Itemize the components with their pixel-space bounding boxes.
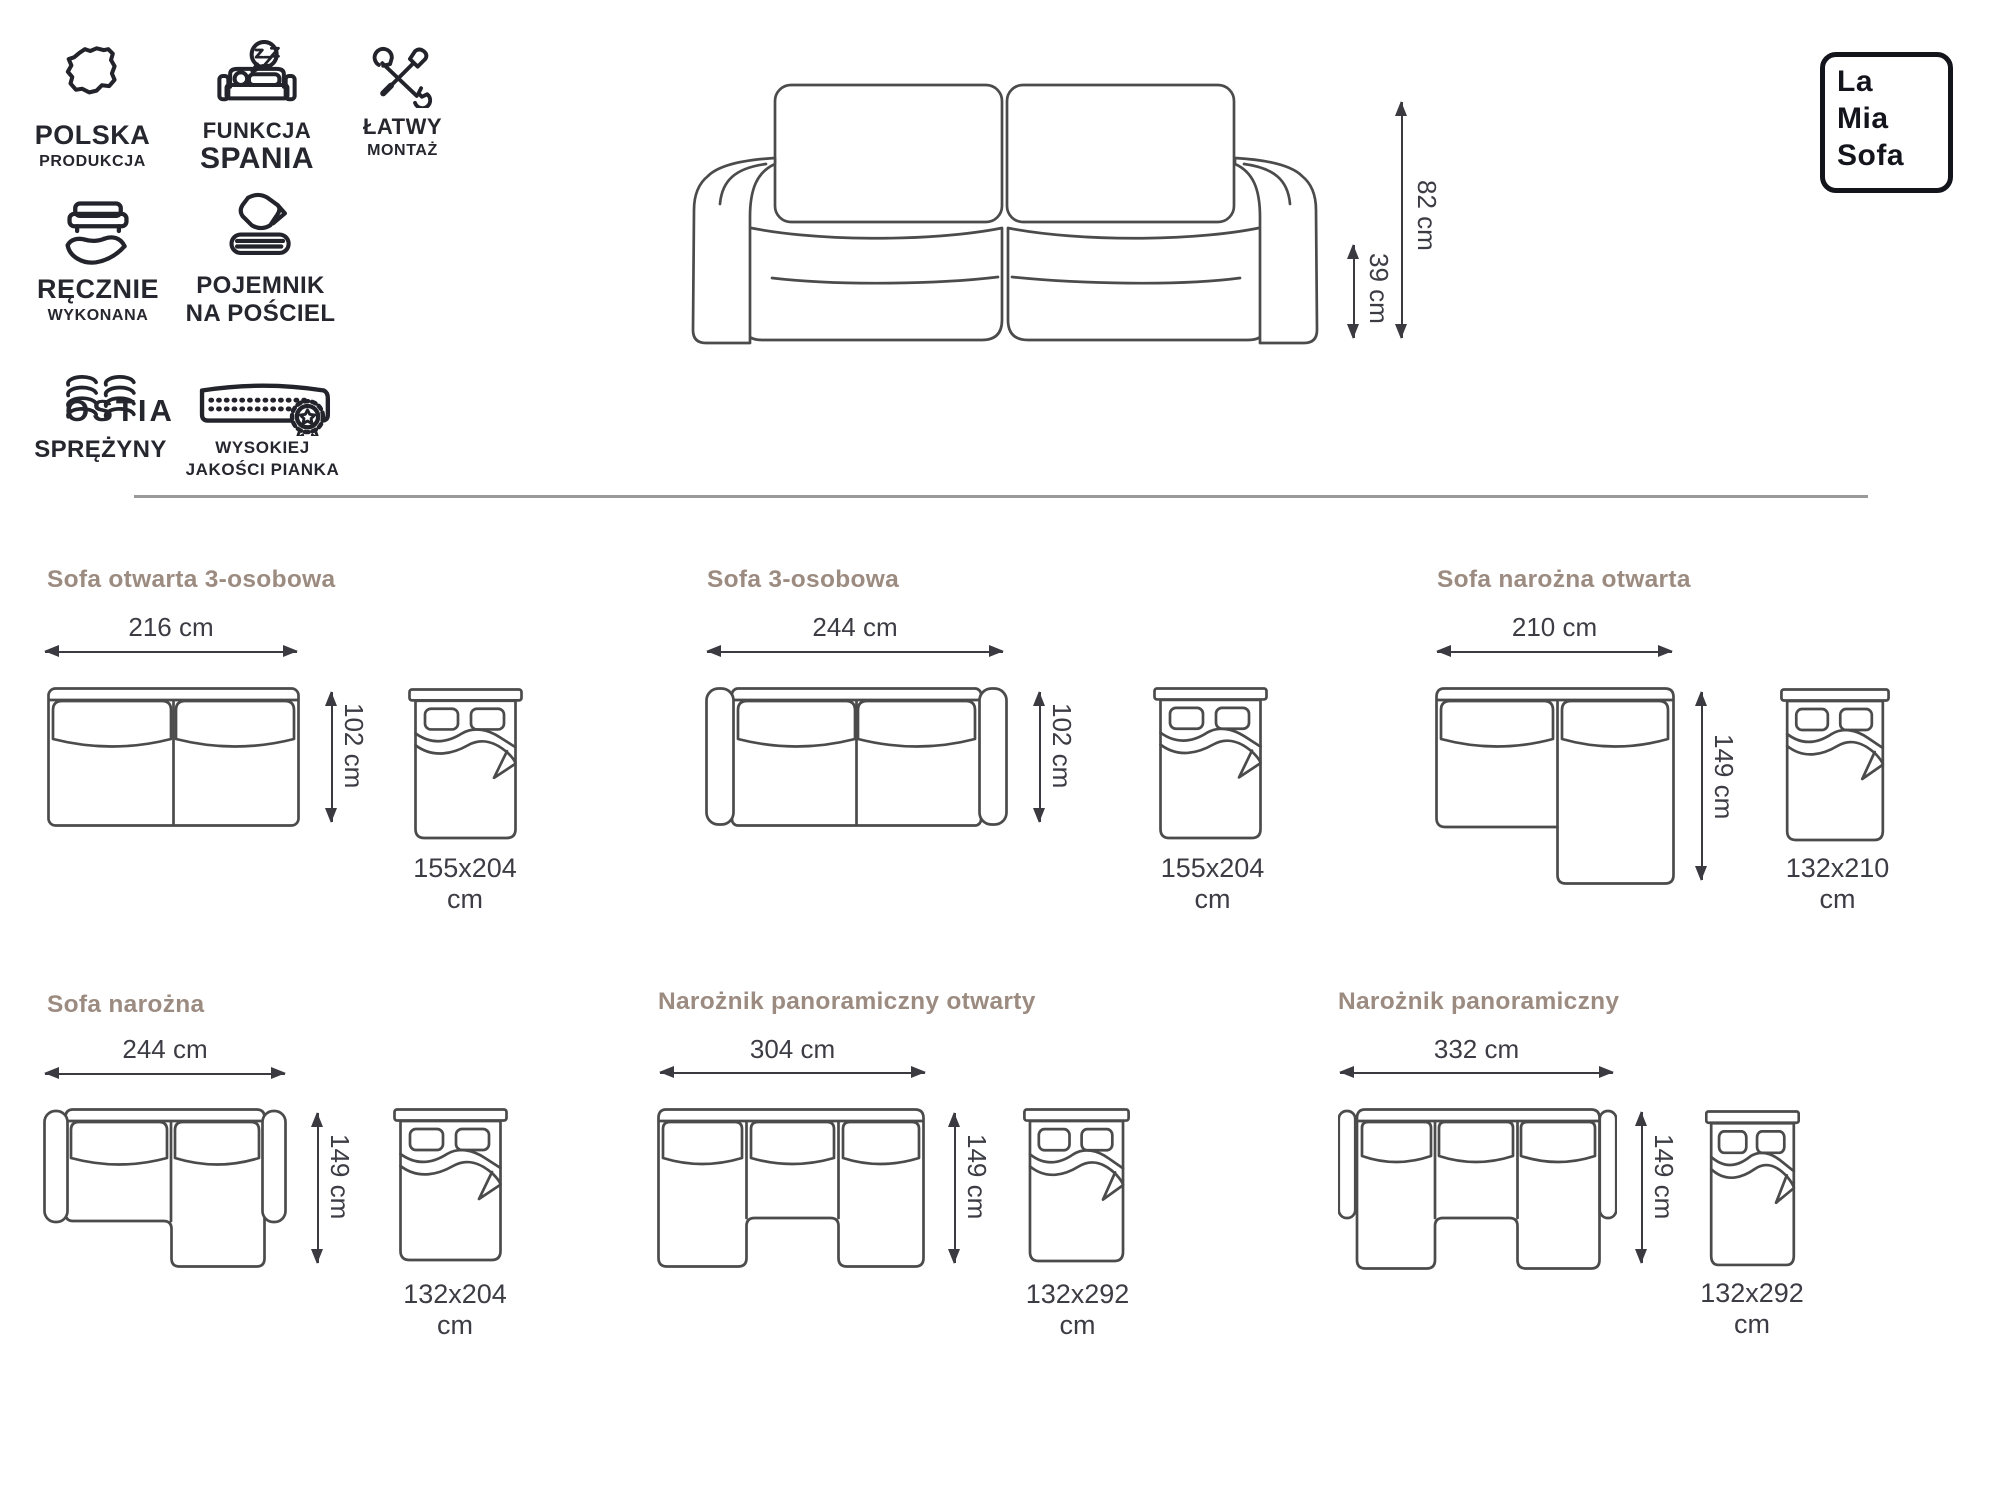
feature-subtitle: WYKONANA — [47, 307, 149, 324]
depth-dimension-label: 149 cm — [1649, 1134, 1679, 1220]
brand-line: Mia — [1837, 102, 1889, 135]
panel-title: Narożnik panoramiczny — [1338, 988, 1620, 1015]
panel-title: Sofa narożna — [47, 991, 205, 1018]
panel-title: Sofa otwarta 3-osobowa — [47, 566, 336, 593]
width-dimension-label: 304 cm — [749, 1034, 836, 1064]
depth-dimension-label: 149 cm — [325, 1134, 355, 1220]
bed-icon — [1153, 687, 1268, 840]
feature-latwy-montaz — [340, 46, 465, 160]
bed-icon — [408, 688, 523, 840]
product-title: OSTIA — [65, 393, 175, 428]
feature-subtitle: NA POŚCIEL — [185, 300, 336, 327]
feature-polska-produkcja — [30, 42, 155, 171]
depth-dimension-label: 149 cm — [1709, 734, 1739, 820]
bed-icon — [1023, 1108, 1130, 1263]
feature-title: POLSKA — [34, 120, 151, 150]
width-dimension-label: 210 cm — [1511, 612, 1598, 642]
feature-subtitle: JAKOŚCI PIANKA — [185, 460, 340, 479]
seat-height-dimension-arrow — [1353, 245, 1355, 338]
width-dimension-label: 244 cm — [812, 612, 898, 642]
handmade-icon — [60, 194, 136, 268]
bed-icon — [1705, 1110, 1800, 1267]
bedding-storage-icon — [226, 190, 296, 268]
bed-size-label: 132x204 cm — [403, 1279, 507, 1340]
sofa-top-view-corner — [43, 1108, 287, 1268]
feature-subtitle: PRODUKCJA — [39, 153, 146, 170]
feature-title: WYSOKIEJ — [215, 438, 310, 457]
brand-line: Sofa — [1837, 139, 1905, 172]
panel-title: Narożnik panoramiczny otwarty — [658, 988, 1036, 1015]
height-dimension-arrow — [1401, 102, 1403, 338]
bed-size-label: 155x204 cm — [413, 853, 517, 914]
sofa-top-view-open-3-seater — [47, 687, 300, 827]
feature-subtitle: MONTAŻ — [367, 142, 438, 159]
depth-dimension-arrow — [954, 1113, 956, 1263]
bed-icon — [393, 1108, 508, 1262]
bed-size-label: 132x292 cm — [1025, 1279, 1130, 1340]
depth-dimension-arrow — [1701, 692, 1703, 880]
width-dimension-label: 332 cm — [1433, 1034, 1520, 1064]
sofa-top-view-corner-open — [1435, 687, 1675, 885]
section-divider — [134, 495, 1868, 498]
sofa-top-view-3-seater — [705, 687, 1008, 827]
height-dimension-label: 82 cm — [1412, 180, 1442, 251]
depth-dimension-label: 102 cm — [339, 703, 369, 789]
hero-sofa-front-view — [680, 72, 1330, 362]
width-dimension-label: 244 cm — [122, 1034, 208, 1064]
width-dimension-arrow — [707, 651, 1003, 653]
panel-title: Sofa 3-osobowa — [707, 566, 900, 593]
sofa-top-view-panoramic — [1338, 1108, 1617, 1270]
feature-title: ŁATWY — [362, 114, 443, 139]
feature-subtitle: SPANIA — [199, 142, 315, 175]
feature-pojemnik-na-posciel — [178, 190, 343, 328]
width-dimension-arrow — [1340, 1072, 1613, 1074]
depth-dimension-arrow — [331, 692, 333, 822]
width-dimension-label: 216 cm — [128, 612, 214, 642]
width-dimension-arrow — [45, 1073, 285, 1075]
bed-icon — [1780, 688, 1890, 842]
feature-title: SPRĘŻYNY — [34, 436, 167, 463]
width-dimension-arrow — [660, 1072, 925, 1074]
feature-recznie-wykonana — [33, 194, 163, 325]
tools-icon — [372, 46, 434, 108]
brand-logo — [1820, 52, 1953, 193]
feature-title: POJEMNIK — [196, 272, 325, 299]
sleep-function-icon — [214, 40, 300, 112]
depth-dimension-arrow — [317, 1113, 319, 1263]
poland-map-icon — [57, 42, 129, 114]
width-dimension-arrow — [1437, 651, 1672, 653]
sofa-top-view-panoramic-open — [657, 1108, 925, 1268]
depth-dimension-label: 149 cm — [962, 1134, 992, 1220]
feature-title: FUNKCJA — [202, 118, 312, 143]
bed-size-label: 155x204 cm — [1160, 853, 1265, 914]
depth-dimension-arrow — [1039, 692, 1041, 822]
brand-line: La — [1837, 65, 1874, 98]
width-dimension-arrow — [45, 651, 297, 653]
depth-dimension-arrow — [1641, 1112, 1643, 1263]
bed-size-label: 132x292 cm — [1700, 1278, 1804, 1339]
depth-dimension-label: 102 cm — [1047, 703, 1077, 789]
feature-title: RĘCZNIE — [36, 274, 159, 304]
seat-height-dimension-label: 39 cm — [1364, 253, 1394, 324]
feature-funkcja-spania — [182, 40, 332, 176]
panel-title: Sofa narożna otwarta — [1437, 566, 1691, 593]
bed-size-label: 132x210 cm — [1785, 853, 1890, 914]
